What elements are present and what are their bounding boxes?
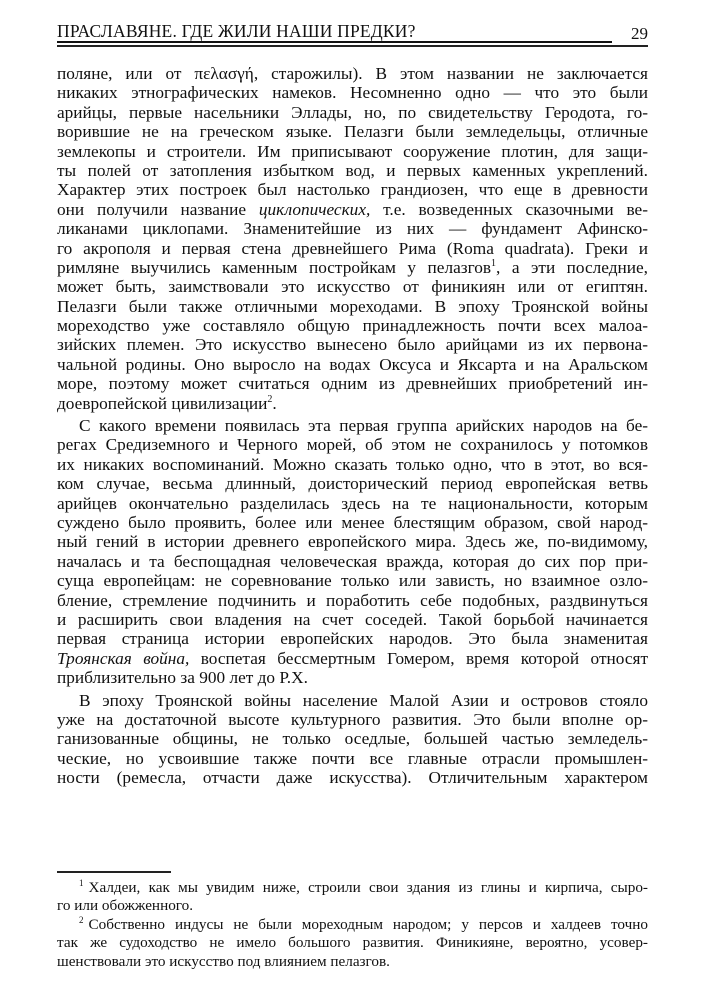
text-segment: . <box>272 393 277 413</box>
footnote-line <box>57 916 648 934</box>
text-line <box>57 161 648 180</box>
text-segment: ческие, но усвоившие также почти все главные отрасли промышлен- <box>57 748 648 768</box>
text-segment: го акрополя и первая стена древнейшего Рима (Roma quadrata). Греки и <box>57 238 648 258</box>
text-segment: суща европейцам: не соревнование только или зависть, но взаимное озло- <box>57 571 648 591</box>
text-line <box>57 122 648 141</box>
paragraph <box>57 416 648 687</box>
running-header <box>57 18 648 46</box>
text-line <box>57 691 648 710</box>
paragraph <box>57 64 648 413</box>
text-line <box>57 200 648 219</box>
text-segment: суждено было проявить, более или менее блестящим образом, свой народ- <box>57 512 648 532</box>
text-segment: ганизованные общины, не только оседлые, большей частью земледель- <box>57 729 648 749</box>
text-line <box>57 142 648 161</box>
footnote-text: шенствовали это искусство под влиянием пелазгов. <box>57 952 390 970</box>
text-segment: т.е. возведенных сказочными ве- <box>370 199 648 219</box>
text-line <box>57 277 648 296</box>
text-line <box>57 435 648 454</box>
text-segment: бление, стремление подчинить и поработить себе подобных, раздвинуться <box>57 590 648 610</box>
text-segment: ности (ремесла, отчасти даже искусства). Отличительным характером <box>57 768 648 788</box>
text-segment: приблизительно за 900 лет до Р.Х. <box>57 668 308 688</box>
text-segment: Пелазги были также отличными мореходами. В эпоху Троянской войны <box>57 296 648 316</box>
text-segment: ный гений в истории древнего европейского мира. Здесь же, по-видимому, <box>57 532 648 552</box>
body-text <box>57 64 648 790</box>
footnote-line <box>57 879 648 897</box>
text-line <box>57 297 648 316</box>
text-line <box>57 394 648 413</box>
text-segment: они получили название <box>57 199 259 219</box>
text-segment: зийских племен. Это искусство вынесено было арийцами из их первона- <box>57 335 648 355</box>
footnote-mark: 1 <box>79 877 84 888</box>
text-line <box>57 729 648 748</box>
footnote-text: так же судоходство не имело большого развития. Финикияне, вероятно, усовер- <box>57 934 648 952</box>
footnote-ref: 1 <box>491 258 497 270</box>
text-line <box>57 552 648 571</box>
text-line <box>57 316 648 335</box>
text-segment: землекопы и строители. Им приписывают сооружение плотин, для защи- <box>57 141 648 161</box>
running-title: ПРАСЛАВЯНЕ. ГДЕ ЖИЛИ НАШИ ПРЕДКИ? <box>57 21 416 41</box>
text-segment: , а эти последние, <box>496 257 648 277</box>
text-line <box>57 83 648 102</box>
italic-term: циклопических, <box>258 199 371 219</box>
text-line <box>57 629 648 648</box>
text-line <box>57 474 648 493</box>
paragraph <box>57 691 648 788</box>
text-segment: началась и та беспощадная человеческая вражда, которая до сих пор при- <box>57 551 648 571</box>
footnote-line <box>57 934 648 952</box>
footnote-mark: 2 <box>79 914 84 925</box>
text-segment: чальной родины. Оно выросло на водах Оксуса и Яксарта и на Аральском <box>57 354 648 374</box>
text-line <box>57 64 648 83</box>
text-segment: и расширить свои владения на счет соседей. Такой борьбой начинается <box>57 609 648 629</box>
footnote-line <box>57 953 648 971</box>
text-line <box>57 610 648 629</box>
text-segment: В эпоху Троянской войны население Малой Азии и островов стояло <box>79 690 648 710</box>
text-line <box>57 710 648 729</box>
text-line <box>57 219 648 238</box>
text-segment: море, поэтому может считаться одним из древнейших приобретений ин- <box>57 374 648 394</box>
text-segment: римляне выучились каменным постройкам у пелазгов <box>57 257 492 277</box>
text-line <box>57 239 648 258</box>
footnotes <box>57 879 648 971</box>
footnote-line <box>57 897 648 915</box>
text-line <box>57 416 648 435</box>
text-segment: арийцев окончательно разделилась здесь на те национальности, которым <box>57 493 648 513</box>
footnote-text: Халдеи, как мы увидим ниже, строили свои здания из глины и кирпича, сыро- <box>88 879 648 896</box>
header-rule <box>57 45 648 47</box>
footnote-separator <box>57 871 171 873</box>
text-segment: воспетая бессмертным Гомером, время которой относят <box>189 648 648 668</box>
page-number: 29 <box>631 24 648 43</box>
text-line <box>57 532 648 551</box>
footnote-text: го или обожженного. <box>57 897 194 915</box>
text-line <box>57 258 648 277</box>
text-line <box>57 494 648 513</box>
text-segment: ком случае, весьма длинный, доисторический период европейская ветвь <box>57 474 648 494</box>
text-line <box>57 513 648 532</box>
text-segment: их никаких воспоминаний. Можно сказать только одно, что в этот, во вся- <box>57 454 648 474</box>
text-segment: первая страница истории европейских народов. Это была знаменитая <box>57 629 648 649</box>
footnote-text: Собственно индусы не были мореходным народом; у персов и халдеев точно <box>88 915 648 933</box>
text-line <box>57 768 648 787</box>
italic-term: Троянская война, <box>57 648 190 668</box>
text-line <box>57 374 648 393</box>
text-line <box>57 571 648 590</box>
text-segment: уже на достаточной высоте культурного развития. Это были вполне ор- <box>57 709 648 729</box>
text-segment: ликанами циклопами. Знаменитейшие из них — фундамент Афинско- <box>57 219 648 239</box>
text-line <box>57 591 648 610</box>
text-line <box>57 103 648 122</box>
text-segment: мореходство уже составляло общую принадлежность почти всех малоа- <box>57 316 648 336</box>
text-segment: С какого времени появилась эта первая группа арийских народов на бе- <box>79 416 648 436</box>
footnote-ref: 2 <box>267 393 273 405</box>
text-segment: доевропейской цивилизации <box>57 393 268 413</box>
text-segment: Характер этих построек был настолько грандиозен, что еще в древности <box>57 180 648 200</box>
text-segment: ворившие не на греческом языке. Пелазги были земледельцы, отличные <box>57 122 648 142</box>
text-line <box>57 335 648 354</box>
text-line <box>57 355 648 374</box>
text-line <box>57 649 648 668</box>
text-segment: регах Средиземного и Черного морей, об этом не сохранилось у потомков <box>57 435 648 455</box>
text-segment: поляне, или от πελασγή, старожилы). В этом названии не заключается <box>57 64 648 83</box>
text-segment: никаких этнографических намеков. Несомненно одно — что это были <box>57 83 648 103</box>
text-line <box>57 455 648 474</box>
text-line <box>57 749 648 768</box>
text-segment: ты полей от затопления избытком вод, и первых каменных укреплений. <box>57 160 648 180</box>
text-line <box>57 668 648 687</box>
text-segment: арийцы, первые насельники Эллады, но, по свидетельству Геродота, го- <box>57 102 648 122</box>
header-rule <box>57 41 612 43</box>
text-segment: может быть, заимствовали это искусство от финикиян или от египтян. <box>57 277 648 297</box>
text-line <box>57 180 648 199</box>
